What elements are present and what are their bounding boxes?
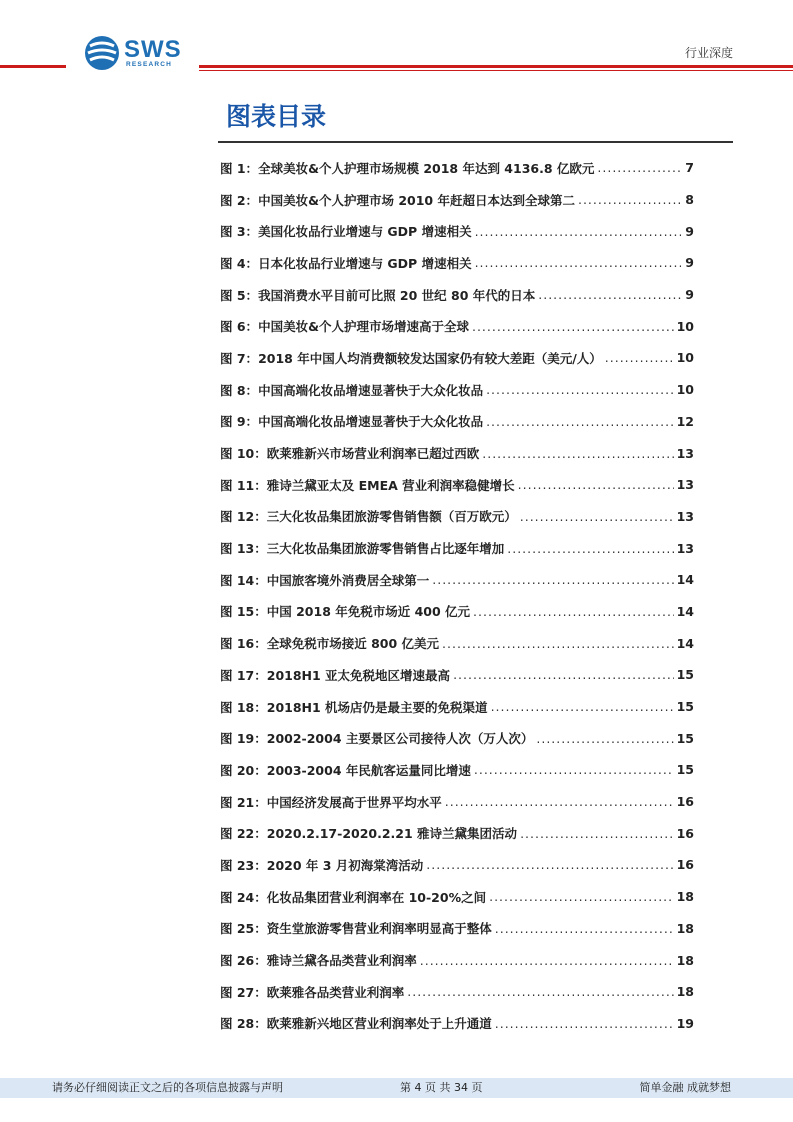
toc-entry-page: 10 [676,382,694,398]
toc-entry-label: 图 22： [220,826,267,842]
toc-dot-leader [486,414,674,429]
toc-entry-page: 13 [676,540,694,556]
footer-page-number: 第 4 页 共 34 页 [400,1081,483,1094]
toc-dot-leader [489,889,673,904]
toc-entry-label: 图 3： [220,224,259,240]
toc-entry-page: 14 [676,635,694,651]
toc-entry-page: 18 [676,984,694,1000]
toc-entry-title: 雅诗兰黛亚太及 EMEA 营业利润率稳健增长 [266,477,515,493]
toc-dot-leader [520,826,674,841]
toc-entry-title: 化妆品集团营业利润率在 10-20%之间 [266,889,487,905]
toc-dot-leader [520,509,674,524]
toc-entry-page: 10 [676,350,694,366]
toc-entry-title: 美国化妆品行业增速与 GDP 增速相关 [258,224,472,240]
toc-entry-page: 16 [676,794,694,810]
toc-dot-leader [482,446,673,461]
toc-entry-page: 18 [676,920,694,936]
toc-entry-page: 15 [676,699,694,715]
toc-dot-leader [473,604,674,619]
toc-entry[interactable] [220,184,694,216]
toc-dot-leader [538,287,681,302]
figure-list [220,152,694,1039]
toc-entry-title: 日本化妆品行业增速与 GDP 增速相关 [258,255,472,271]
toc-entry-label: 图 12： [220,509,267,525]
toc-entry[interactable] [220,469,694,501]
toc-dot-leader [407,984,673,999]
toc-entry[interactable] [220,564,694,596]
toc-entry-label: 图 17： [220,667,267,683]
toc-entry-page: 9 [685,223,694,239]
toc-entry-page: 12 [676,413,694,429]
toc-dot-leader [491,699,674,714]
toc-entry-page: 18 [676,889,694,905]
toc-dot-leader [426,857,673,872]
toc-entry-title: 我国消费水平目前可比照 20 世纪 80 年代的日本 [258,287,536,303]
toc-entry[interactable] [220,627,694,659]
toc-entry-page: 15 [676,730,694,746]
toc-dot-leader [518,477,674,492]
toc-entry-title: 2018 年中国人均消费额较发达国家仍有较大差距（美元/人） [258,350,602,366]
toc-entry-page: 14 [676,603,694,619]
toc-dot-leader [474,762,674,777]
toc-entry[interactable] [220,881,694,913]
toc-entry[interactable] [220,532,694,564]
toc-entry[interactable] [220,817,694,849]
toc-entry-label: 图 26： [220,953,267,969]
toc-entry-title: 中国美妆&个人护理市场 2010 年赶超日本达到全球第二 [258,192,575,208]
toc-entry[interactable] [220,374,694,406]
toc-entry-label: 图 18： [220,699,267,715]
toc-entry[interactable] [220,691,694,723]
toc-entry-page: 10 [676,318,694,334]
toc-entry-page: 9 [685,255,694,271]
toc-entry[interactable] [220,215,694,247]
page-footer [0,1078,793,1098]
toc-dot-leader [475,255,681,270]
toc-entry[interactable] [220,722,694,754]
toc-entry-page: 18 [676,952,694,968]
toc-entry-title: 2020.2.17-2020.2.21 雅诗兰黛集团活动 [266,826,518,842]
toc-entry-page: 14 [676,572,694,588]
toc-entry-page: 13 [676,477,694,493]
header-rule-right [199,65,793,68]
toc-entry-title: 资生堂旅游零售营业利润率明显高于整体 [266,921,492,937]
toc-entry-title: 2018H1 亚太免税地区增速最高 [266,667,451,683]
toc-dot-leader [605,350,674,365]
toc-dot-leader [453,667,674,682]
toc-entry[interactable] [220,279,694,311]
toc-entry-label: 图 20： [220,762,267,778]
toc-dot-leader [442,636,674,651]
toc-entry[interactable] [220,754,694,786]
toc-entry-page: 16 [676,857,694,873]
toc-entry-title: 三大化妆品集团旅游零售销售额（百万欧元） [266,509,517,525]
footer-disclaimer: 请务必仔细阅读正文之后的各项信息披露与声明 [52,1081,283,1094]
toc-entry-page: 9 [685,287,694,303]
toc-entry[interactable] [220,152,694,184]
toc-entry-label: 图 16： [220,636,267,652]
title-divider [218,141,733,143]
toc-entry[interactable] [220,437,694,469]
toc-entry-page: 13 [676,508,694,524]
toc-dot-leader [597,160,681,175]
toc-dot-leader [495,921,674,936]
toc-dot-leader [536,731,673,746]
toc-entry-title: 中国 2018 年免税市场近 400 亿元 [266,604,471,620]
toc-entry[interactable] [220,342,694,374]
header-rule-left [0,65,66,68]
toc-entry-label: 图 7： [220,350,259,366]
toc-entry[interactable] [220,501,694,533]
toc-entry-title: 雅诗兰黛各品类营业利润率 [266,953,417,969]
toc-entry-label: 图 21： [220,794,267,810]
toc-dot-leader [486,382,674,397]
toc-entry-label: 图 14： [220,572,267,588]
toc-entry-title: 全球免税市场接近 800 亿美元 [266,636,440,652]
toc-entry-label: 图 27： [220,984,267,1000]
toc-entry-page: 7 [685,160,694,176]
toc-entry-page: 15 [676,667,694,683]
toc-entry-label: 图 19： [220,731,267,747]
toc-entry-label: 图 28： [220,1016,267,1032]
toc-dot-leader [495,1016,674,1031]
report-category: 行业深度 [684,46,733,60]
toc-entry-title: 2003-2004 年民航客运量同比增速 [266,762,471,778]
toc-entry[interactable] [220,849,694,881]
toc-entry-label: 图 6： [220,319,259,335]
toc-entry-label: 图 25： [220,921,267,937]
toc-dot-leader [472,319,674,334]
toc-entry-title: 2002-2004 主要景区公司接待人次（万人次） [266,731,534,747]
toc-entry[interactable] [220,247,694,279]
toc-entry-title: 欧莱雅新兴市场营业利润率已超过西欧 [266,446,480,462]
logo-subtitle: RESEARCH [126,61,173,68]
toc-entry[interactable] [220,786,694,818]
toc-entry-title: 欧莱雅新兴地区营业利润率处于上升通道 [266,1016,492,1032]
toc-dot-leader [432,572,673,587]
footer-slogan: 简单金融 成就梦想 [639,1081,731,1094]
toc-entry-page: 8 [685,192,694,208]
toc-entry-title: 中国高端化妆品增速显著快于大众化妆品 [258,414,484,430]
toc-entry-page: 16 [676,825,694,841]
toc-entry-label: 图 1： [220,160,259,176]
toc-entry-label: 图 11： [220,477,267,493]
toc-entry[interactable] [220,406,694,438]
toc-entry-page: 15 [676,762,694,778]
toc-entry-title: 欧莱雅各品类营业利润率 [266,984,405,1000]
toc-entry[interactable] [220,913,694,945]
toc-dot-leader [507,541,673,556]
toc-dot-leader [475,224,681,239]
toc-entry-title: 2018H1 机场店仍是最主要的免税渠道 [266,699,488,715]
toc-entry-label: 图 2： [220,192,259,208]
toc-entry[interactable] [220,1008,694,1040]
toc-entry[interactable] [220,976,694,1008]
toc-entry-title: 全球美妆&个人护理市场规模 2018 年达到 4136.8 亿欧元 [258,160,595,176]
toc-entry-label: 图 23： [220,857,267,873]
toc-entry-title: 中国旅客境外消费居全球第一 [266,572,430,588]
header-rule-thin [199,70,793,71]
toc-entry-label: 图 9： [220,414,259,430]
toc-entry-title: 中国高端化妆品增速显著快于大众化妆品 [258,382,484,398]
toc-entry[interactable] [220,659,694,691]
toc-entry-label: 图 24： [220,889,267,905]
toc-entry-label: 图 4： [220,255,259,271]
toc-entry-label: 图 10： [220,446,267,462]
toc-entry[interactable] [220,310,694,342]
logo-wordmark: SWS [124,36,182,63]
toc-entry-title: 中国美妆&个人护理市场增速高于全球 [258,319,469,335]
toc-entry-title: 三大化妆品集团旅游零售销售占比逐年增加 [266,541,505,557]
toc-entry-label: 图 5： [220,287,259,303]
toc-entry[interactable] [220,944,694,976]
toc-dot-leader [420,953,674,968]
toc-entry-page: 19 [676,1015,694,1031]
page-title: 图表目录 [226,102,327,131]
toc-dot-leader [445,794,674,809]
toc-entry-label: 图 8： [220,382,259,398]
toc-dot-leader [578,192,681,207]
toc-entry-page: 13 [676,445,694,461]
toc-entry-label: 图 15： [220,604,267,620]
toc-entry-label: 图 13： [220,541,267,557]
toc-entry-title: 2020 年 3 月初海棠湾活动 [266,857,424,873]
toc-entry[interactable] [220,596,694,628]
toc-entry-title: 中国经济发展高于世界平均水平 [266,794,442,810]
